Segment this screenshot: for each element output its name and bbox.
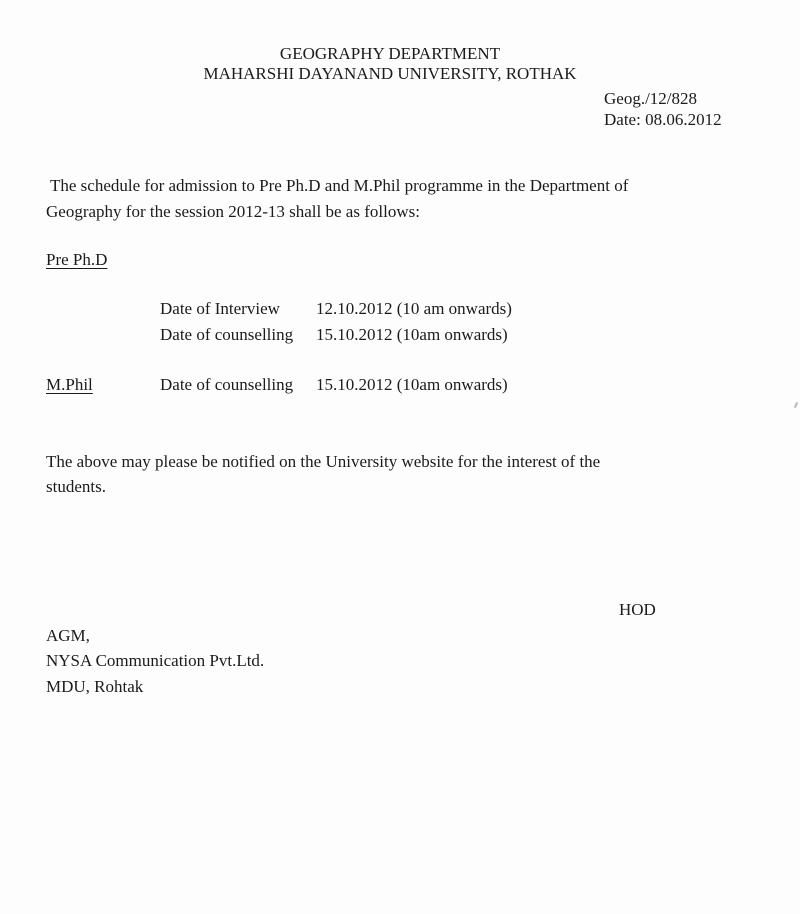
recipient-line-1: AGM,	[46, 626, 90, 645]
mphil-counselling-date: 15.10.2012 (10am onwards)	[316, 375, 508, 394]
prephd-counselling-label: Date of counselling	[160, 325, 294, 344]
scan-speck	[794, 402, 798, 408]
mphil-heading: M.Phil	[46, 375, 93, 394]
prephd-interview-date: 12.10.2012 (10 am onwards)	[316, 299, 512, 318]
prephd-counselling-date: 15.10.2012 (10am onwards)	[316, 325, 508, 344]
department-name: GEOGRAPHY DEPARTMENT	[279, 44, 501, 63]
prephd-interview-label: Date of Interview	[160, 299, 280, 318]
prephd-heading: Pre Ph.D	[46, 250, 108, 269]
recipient-line-2: NYSA Communication Pvt.Ltd.	[46, 651, 265, 670]
signatory-title: HOD	[619, 600, 656, 619]
reference-number: Geog./12/828	[604, 89, 698, 108]
notice-text-line-2: students.	[46, 477, 106, 496]
intro-text-line-1: The schedule for admission to Pre Ph.D and M.Phil programme in the Department of	[50, 176, 629, 195]
intro-text-line-2: Geography for the session 2012-13 shall be as follows:	[46, 202, 420, 221]
mphil-counselling-label: Date of counselling	[160, 375, 294, 394]
letter-date: Date: 08.06.2012	[604, 110, 722, 129]
notice-text-line-1: The above may please be notified on the University website for the interest of the	[46, 452, 601, 471]
recipient-line-3: MDU, Rohtak	[46, 677, 144, 696]
university-name: MAHARSHI DAYANAND UNIVERSITY, ROTHAK	[203, 64, 577, 83]
